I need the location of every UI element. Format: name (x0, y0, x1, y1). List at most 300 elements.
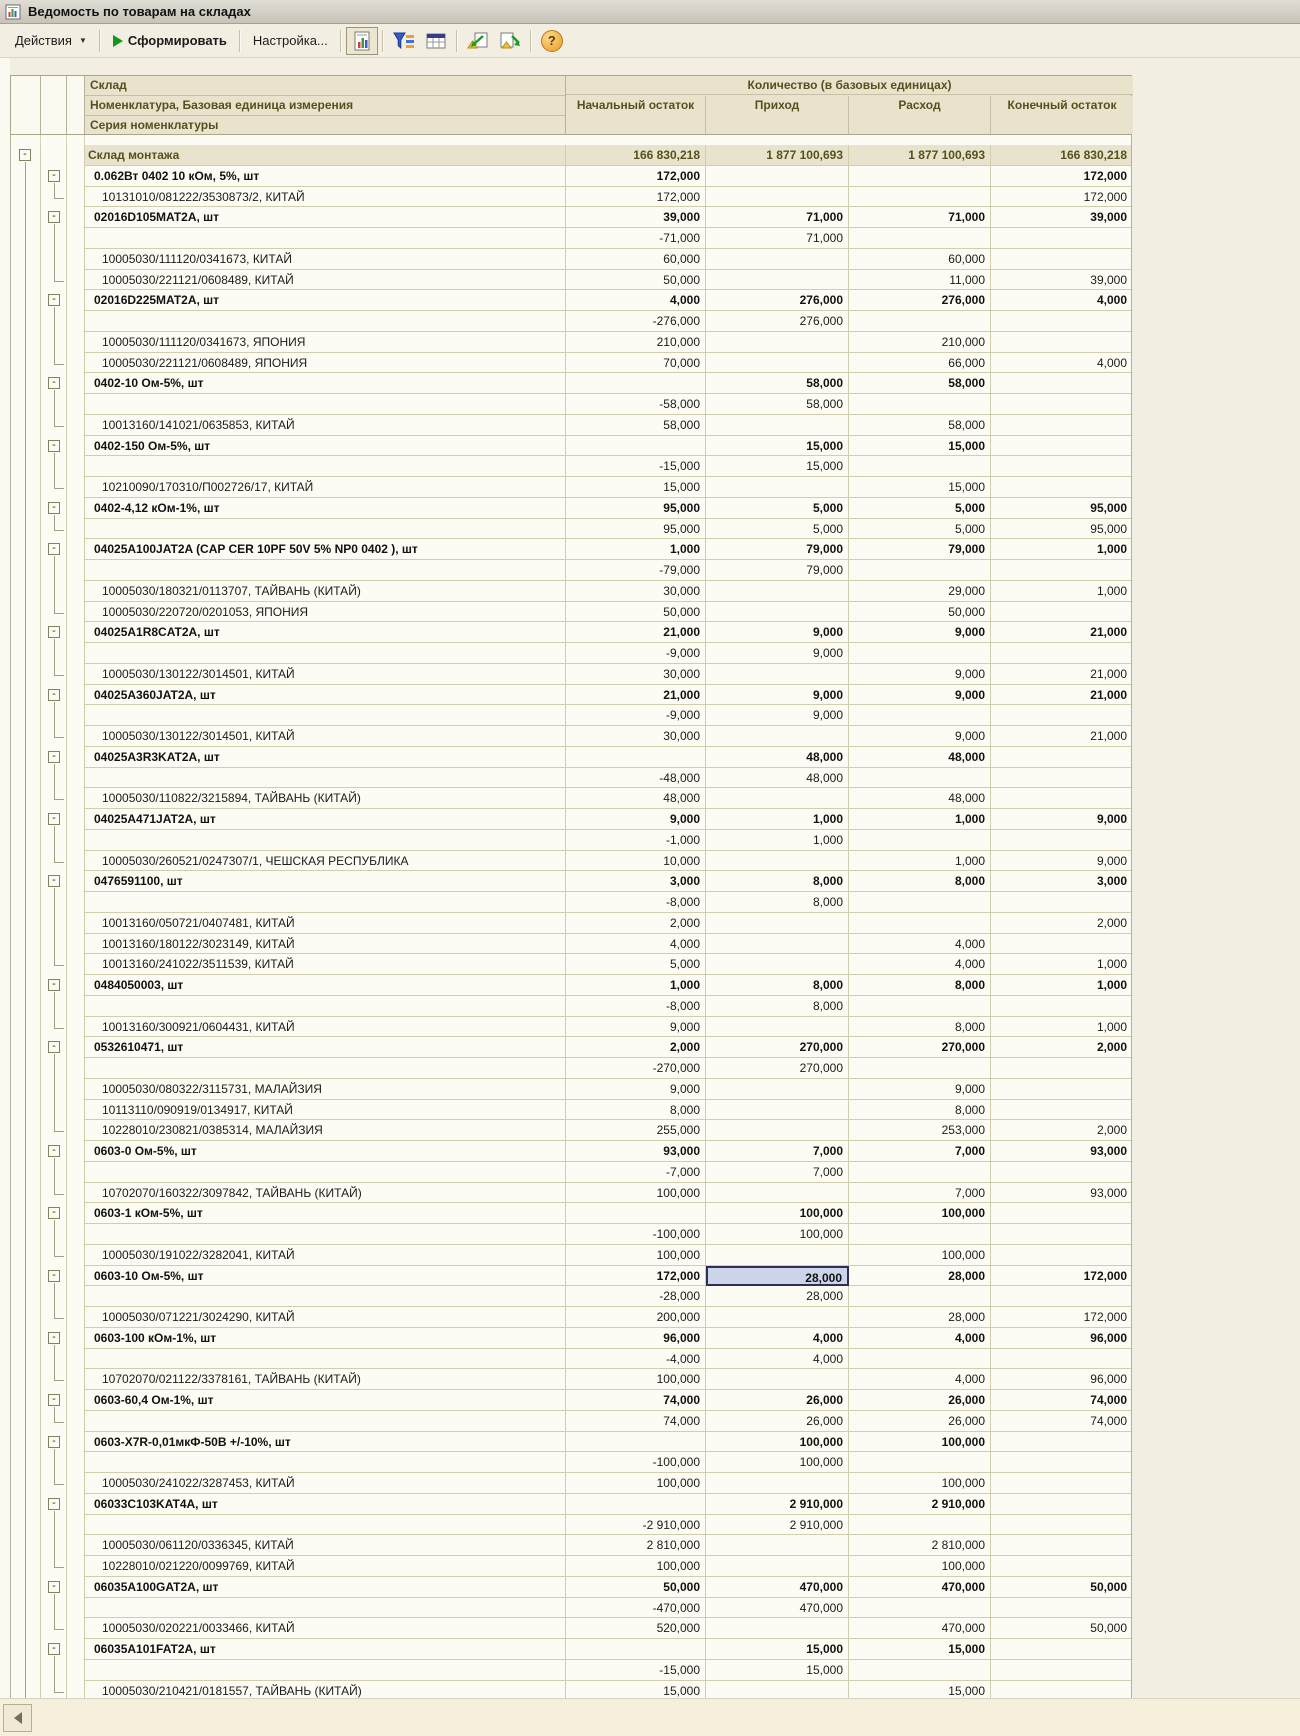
generate-button[interactable] (105, 29, 235, 52)
item-label-cell[interactable]: 10013160/300921/0604431, КИТАЙ (85, 1017, 566, 1038)
qty-cell[interactable] (991, 1473, 1132, 1494)
qty-cell[interactable]: 270,000 (849, 1037, 991, 1058)
qty-cell[interactable] (706, 1535, 849, 1556)
qty-cell[interactable]: 9,000 (849, 726, 991, 747)
qty-cell[interactable] (849, 560, 991, 581)
table-row[interactable] (11, 145, 1131, 166)
qty-cell[interactable]: 3,000 (991, 871, 1132, 892)
item-label-cell[interactable]: 0603-60,4 Ом-1%, шт (85, 1390, 566, 1411)
qty-cell[interactable]: -9,000 (566, 705, 706, 726)
qty-cell[interactable]: 270,000 (706, 1037, 849, 1058)
qty-cell[interactable] (849, 643, 991, 664)
qty-cell[interactable]: 253,000 (849, 1120, 991, 1141)
qty-cell[interactable] (706, 1120, 849, 1141)
qty-cell[interactable]: 100,000 (566, 1473, 706, 1494)
qty-cell[interactable] (706, 788, 849, 809)
qty-cell[interactable]: 1,000 (566, 539, 706, 560)
table-row[interactable] (11, 456, 1131, 477)
collapse-toggle[interactable]: - (48, 1581, 60, 1593)
qty-cell[interactable]: 4,000 (991, 290, 1132, 311)
item-label-cell[interactable] (85, 768, 566, 789)
qty-cell[interactable] (566, 373, 706, 394)
item-label-cell[interactable]: 0603-10 Ом-5%, шт (85, 1266, 566, 1287)
qty-cell[interactable]: 8,000 (706, 996, 849, 1017)
item-label-cell[interactable]: 10013160/141021/0635853, КИТАЙ (85, 415, 566, 436)
item-label-cell[interactable]: 0476591100, шт (85, 871, 566, 892)
table-row[interactable] (11, 228, 1131, 249)
qty-cell[interactable]: 8,000 (849, 1017, 991, 1038)
item-label-cell[interactable] (85, 1411, 566, 1432)
item-label-cell[interactable]: 10210090/170310/П002726/17, КИТАЙ (85, 477, 566, 498)
qty-cell[interactable] (991, 892, 1132, 913)
qty-cell[interactable]: 10,000 (566, 851, 706, 872)
qty-cell[interactable] (991, 705, 1132, 726)
item-label-cell[interactable]: 10013160/050721/0407481, КИТАЙ (85, 913, 566, 934)
qty-cell[interactable] (706, 581, 849, 602)
qty-cell[interactable] (849, 1058, 991, 1079)
qty-cell[interactable]: 5,000 (566, 954, 706, 975)
qty-cell[interactable]: 93,000 (566, 1141, 706, 1162)
item-label-cell[interactable]: 10013160/180122/3023149, КИТАЙ (85, 934, 566, 955)
qty-cell[interactable]: 29,000 (849, 581, 991, 602)
actions-menu-button[interactable] (7, 29, 95, 52)
item-label-cell[interactable] (85, 1058, 566, 1079)
qty-cell[interactable]: 8,000 (706, 871, 849, 892)
qty-cell[interactable]: 2 810,000 (849, 1535, 991, 1556)
table-row[interactable] (11, 290, 1131, 311)
qty-cell[interactable] (991, 996, 1132, 1017)
qty-cell[interactable]: 100,000 (706, 1224, 849, 1245)
qty-cell[interactable]: 71,000 (706, 207, 849, 228)
qty-cell[interactable]: 9,000 (991, 851, 1132, 872)
table-row[interactable] (11, 1473, 1131, 1494)
item-label-cell[interactable]: 0532610471, шт (85, 1037, 566, 1058)
item-label-cell[interactable] (85, 1349, 566, 1370)
qty-cell[interactable]: 58,000 (849, 415, 991, 436)
table-row[interactable] (11, 1266, 1131, 1287)
qty-cell[interactable]: -4,000 (566, 1349, 706, 1370)
qty-cell[interactable]: 58,000 (706, 373, 849, 394)
qty-cell[interactable]: 172,000 (991, 1307, 1132, 1328)
qty-cell[interactable]: 4,000 (849, 934, 991, 955)
qty-cell[interactable] (849, 166, 991, 187)
qty-cell[interactable]: 15,000 (849, 477, 991, 498)
qty-cell[interactable] (706, 602, 849, 623)
qty-cell[interactable]: -58,000 (566, 394, 706, 415)
item-label-cell[interactable]: 06035A100GAT2A, шт (85, 1577, 566, 1598)
qty-cell[interactable]: 5,000 (706, 498, 849, 519)
qty-cell[interactable]: 255,000 (566, 1120, 706, 1141)
qty-cell[interactable]: 79,000 (706, 539, 849, 560)
item-label-cell[interactable]: 0603-0 Ом-5%, шт (85, 1141, 566, 1162)
qty-cell[interactable]: 172,000 (991, 1266, 1132, 1287)
collapse-toggle[interactable]: - (48, 1394, 60, 1406)
qty-cell[interactable]: 1,000 (991, 954, 1132, 975)
qty-cell[interactable]: 48,000 (706, 747, 849, 768)
qty-cell[interactable] (706, 1100, 849, 1121)
qty-cell[interactable]: 470,000 (706, 1598, 849, 1619)
qty-cell[interactable] (849, 1349, 991, 1370)
qty-cell[interactable]: 200,000 (566, 1307, 706, 1328)
qty-cell[interactable]: 4,000 (566, 290, 706, 311)
qty-cell[interactable] (849, 394, 991, 415)
qty-cell[interactable]: 95,000 (991, 498, 1132, 519)
qty-cell[interactable]: 1 877 100,693 (706, 145, 849, 166)
table-row[interactable] (11, 1162, 1131, 1183)
table-row[interactable] (11, 394, 1131, 415)
qty-cell[interactable] (706, 664, 849, 685)
qty-cell[interactable]: 28,000 (706, 1286, 849, 1307)
qty-cell[interactable] (849, 1286, 991, 1307)
qty-cell[interactable]: 2,000 (566, 1037, 706, 1058)
table-row[interactable] (11, 311, 1131, 332)
item-label-cell[interactable]: 0402-4,12 кОм-1%, шт (85, 498, 566, 519)
item-label-cell[interactable]: 10005030/130122/3014501, КИТАЙ (85, 664, 566, 685)
qty-cell[interactable]: 270,000 (706, 1058, 849, 1079)
table-row[interactable] (11, 498, 1131, 519)
table-row[interactable] (11, 1141, 1131, 1162)
table-row[interactable] (11, 768, 1131, 789)
settings-button[interactable] (245, 29, 336, 52)
table-row[interactable] (11, 996, 1131, 1017)
item-label-cell[interactable]: 10005030/080322/3115731, МАЛАЙЗИЯ (85, 1079, 566, 1100)
qty-cell[interactable]: 172,000 (566, 166, 706, 187)
qty-cell[interactable]: -48,000 (566, 768, 706, 789)
qty-cell[interactable] (706, 1079, 849, 1100)
qty-cell[interactable]: 1,000 (991, 975, 1132, 996)
qty-cell[interactable] (991, 477, 1132, 498)
qty-cell[interactable]: 15,000 (566, 1681, 706, 1702)
qty-cell[interactable]: 39,000 (991, 207, 1132, 228)
item-label-cell[interactable]: 02016D105MAT2A, шт (85, 207, 566, 228)
item-label-cell[interactable]: 10005030/241022/3287453, КИТАЙ (85, 1473, 566, 1494)
collapse-toggle[interactable]: - (48, 170, 60, 182)
qty-cell[interactable]: 26,000 (849, 1390, 991, 1411)
qty-cell[interactable]: 172,000 (566, 187, 706, 208)
qty-cell[interactable]: 4,000 (706, 1328, 849, 1349)
qty-cell[interactable]: 58,000 (566, 415, 706, 436)
qty-cell[interactable]: 1 877 100,693 (849, 145, 991, 166)
table-row[interactable] (11, 270, 1131, 291)
qty-cell[interactable]: 95,000 (991, 519, 1132, 540)
table-row[interactable] (11, 1452, 1131, 1473)
load-settings-button[interactable] (462, 27, 494, 55)
qty-cell[interactable] (849, 228, 991, 249)
collapse-toggle[interactable]: - (48, 543, 60, 555)
qty-cell[interactable]: -15,000 (566, 456, 706, 477)
table-row[interactable] (11, 1245, 1131, 1266)
qty-cell[interactable] (849, 996, 991, 1017)
item-label-cell[interactable]: 10013160/241022/3511539, КИТАЙ (85, 954, 566, 975)
qty-cell[interactable]: 95,000 (566, 519, 706, 540)
qty-cell[interactable] (991, 1452, 1132, 1473)
qty-cell[interactable]: 470,000 (706, 1577, 849, 1598)
item-label-cell[interactable] (85, 1286, 566, 1307)
qty-cell[interactable]: -28,000 (566, 1286, 706, 1307)
qty-cell[interactable] (849, 1515, 991, 1536)
table-row[interactable] (11, 913, 1131, 934)
item-label-cell[interactable] (85, 1515, 566, 1536)
column-header-rashod[interactable]: Расход (849, 96, 991, 134)
qty-cell[interactable]: 470,000 (849, 1618, 991, 1639)
qty-cell[interactable]: 1,000 (706, 809, 849, 830)
table-row[interactable] (11, 622, 1131, 643)
item-label-cell[interactable] (85, 228, 566, 249)
qty-cell[interactable]: 172,000 (991, 166, 1132, 187)
item-label-cell[interactable]: 0.062Вт 0402 10 кОм, 5%, шт (85, 166, 566, 187)
table-row[interactable] (11, 1515, 1131, 1536)
qty-cell[interactable]: 26,000 (706, 1411, 849, 1432)
table-row[interactable] (11, 1598, 1131, 1619)
table-row[interactable] (11, 1183, 1131, 1204)
qty-cell[interactable] (991, 768, 1132, 789)
table-row[interactable] (11, 519, 1131, 540)
qty-cell[interactable] (991, 1245, 1132, 1266)
qty-cell[interactable]: 1,000 (849, 851, 991, 872)
table-row[interactable] (11, 1037, 1131, 1058)
item-label-cell[interactable] (85, 892, 566, 913)
qty-cell[interactable]: 50,000 (566, 602, 706, 623)
qty-cell[interactable] (991, 1100, 1132, 1121)
scroll-left-button[interactable] (3, 1704, 32, 1732)
qty-cell[interactable]: 9,000 (706, 643, 849, 664)
qty-cell[interactable]: 50,000 (566, 270, 706, 291)
table-row[interactable] (11, 1577, 1131, 1598)
qty-cell[interactable] (566, 747, 706, 768)
collapse-toggle[interactable]: - (19, 149, 31, 161)
table-row[interactable] (11, 477, 1131, 498)
qty-cell[interactable] (706, 1245, 849, 1266)
table-row[interactable] (11, 187, 1131, 208)
item-label-cell[interactable]: 10005030/110822/3215894, ТАЙВАНЬ (КИТАЙ) (85, 788, 566, 809)
qty-cell[interactable]: 172,000 (991, 187, 1132, 208)
qty-cell[interactable] (849, 311, 991, 332)
qty-cell[interactable]: 96,000 (566, 1328, 706, 1349)
item-label-cell[interactable] (85, 1224, 566, 1245)
qty-cell[interactable]: 100,000 (849, 1473, 991, 1494)
qty-cell[interactable] (706, 1017, 849, 1038)
item-label-cell[interactable] (85, 1660, 566, 1681)
qty-cell[interactable]: 8,000 (706, 892, 849, 913)
qty-cell[interactable] (991, 788, 1132, 809)
item-label-cell[interactable]: 04025A471JAT2A, шт (85, 809, 566, 830)
qty-cell[interactable]: 8,000 (706, 975, 849, 996)
qty-cell[interactable]: 9,000 (706, 622, 849, 643)
qty-cell[interactable]: 95,000 (566, 498, 706, 519)
qty-cell[interactable]: 21,000 (991, 664, 1132, 685)
qty-cell[interactable]: 48,000 (849, 788, 991, 809)
item-label-cell[interactable]: 06035A101FAT2A, шт (85, 1639, 566, 1660)
qty-cell[interactable]: 39,000 (991, 270, 1132, 291)
item-label-cell[interactable]: 02016D225MAT2A, шт (85, 290, 566, 311)
item-label-cell[interactable]: 10005030/180321/0113707, ТАЙВАНЬ (КИТАЙ) (85, 581, 566, 602)
qty-cell[interactable]: 74,000 (991, 1390, 1132, 1411)
qty-cell[interactable] (706, 415, 849, 436)
qty-cell[interactable]: 26,000 (706, 1390, 849, 1411)
qty-cell[interactable]: 4,000 (991, 353, 1132, 374)
table-row[interactable] (11, 1390, 1131, 1411)
qty-cell[interactable]: 276,000 (849, 290, 991, 311)
qty-cell[interactable]: 50,000 (991, 1577, 1132, 1598)
qty-cell[interactable]: 15,000 (566, 477, 706, 498)
qty-cell[interactable] (991, 415, 1132, 436)
item-label-cell[interactable] (85, 830, 566, 851)
table-row[interactable] (11, 166, 1131, 187)
qty-cell[interactable]: 30,000 (566, 664, 706, 685)
qty-cell[interactable]: 1,000 (991, 539, 1132, 560)
collapse-toggle[interactable]: - (48, 1436, 60, 1448)
table-row[interactable] (11, 353, 1131, 374)
item-label-cell[interactable]: 10005030/061120/0336345, КИТАЙ (85, 1535, 566, 1556)
qty-cell[interactable] (566, 1494, 706, 1515)
qty-cell[interactable]: 166 830,218 (991, 145, 1132, 166)
qty-cell[interactable]: 2 810,000 (566, 1535, 706, 1556)
qty-cell[interactable]: 8,000 (566, 1100, 706, 1121)
table-row[interactable] (11, 809, 1131, 830)
qty-cell[interactable]: 71,000 (706, 228, 849, 249)
qty-cell[interactable]: 166 830,218 (566, 145, 706, 166)
qty-cell[interactable] (991, 1079, 1132, 1100)
qty-cell[interactable]: 2 910,000 (706, 1515, 849, 1536)
table-row[interactable] (11, 1618, 1131, 1639)
table-row[interactable] (11, 705, 1131, 726)
qty-cell[interactable] (706, 726, 849, 747)
qty-cell[interactable]: -15,000 (566, 1660, 706, 1681)
qty-cell[interactable]: 470,000 (849, 1577, 991, 1598)
table-row[interactable] (11, 249, 1131, 270)
qty-cell[interactable]: 5,000 (849, 498, 991, 519)
table-row[interactable] (11, 373, 1131, 394)
qty-cell[interactable] (991, 934, 1132, 955)
table-row[interactable] (11, 1349, 1131, 1370)
qty-cell[interactable] (991, 394, 1132, 415)
qty-cell[interactable] (706, 1369, 849, 1390)
qty-cell[interactable] (566, 436, 706, 457)
qty-cell[interactable]: 93,000 (991, 1183, 1132, 1204)
qty-cell[interactable]: 1,000 (849, 809, 991, 830)
item-label-cell[interactable]: 10113110/090919/0134917, КИТАЙ (85, 1100, 566, 1121)
qty-cell[interactable]: 100,000 (566, 1556, 706, 1577)
qty-cell[interactable] (991, 1515, 1132, 1536)
qty-cell[interactable]: 28,000 (849, 1307, 991, 1328)
qty-cell[interactable]: 276,000 (706, 290, 849, 311)
qty-cell[interactable]: 28,000 (849, 1266, 991, 1287)
qty-cell[interactable]: 60,000 (566, 249, 706, 270)
column-header-konechny[interactable]: Конечный остаток (991, 96, 1133, 134)
table-row[interactable] (11, 1307, 1131, 1328)
qty-cell[interactable]: 4,000 (566, 934, 706, 955)
qty-cell[interactable]: 9,000 (991, 809, 1132, 830)
table-row[interactable] (11, 726, 1131, 747)
qty-cell[interactable] (706, 166, 849, 187)
qty-cell[interactable]: 8,000 (849, 975, 991, 996)
qty-cell[interactable]: 15,000 (849, 436, 991, 457)
item-label-cell[interactable]: 06033C103KAT4A, шт (85, 1494, 566, 1515)
qty-cell[interactable] (706, 1618, 849, 1639)
item-label-cell[interactable]: 10005030/221121/0608489, КИТАЙ (85, 270, 566, 291)
qty-cell[interactable] (991, 332, 1132, 353)
qty-cell[interactable]: 60,000 (849, 249, 991, 270)
qty-cell[interactable] (849, 830, 991, 851)
qty-cell[interactable]: 28,000 (706, 1266, 849, 1287)
collapse-toggle[interactable]: - (48, 626, 60, 638)
item-label-cell[interactable] (85, 394, 566, 415)
table-row[interactable] (11, 747, 1131, 768)
qty-cell[interactable]: 21,000 (991, 726, 1132, 747)
qty-cell[interactable] (706, 187, 849, 208)
item-label-cell[interactable] (85, 456, 566, 477)
table-row[interactable] (11, 1639, 1131, 1660)
qty-cell[interactable]: 2,000 (566, 913, 706, 934)
qty-cell[interactable]: 58,000 (706, 394, 849, 415)
qty-cell[interactable]: 8,000 (849, 1100, 991, 1121)
qty-cell[interactable] (991, 643, 1132, 664)
table-row[interactable] (11, 581, 1131, 602)
table-row[interactable] (11, 934, 1131, 955)
qty-cell[interactable]: 50,000 (849, 602, 991, 623)
qty-cell[interactable]: 11,000 (849, 270, 991, 291)
item-label-cell[interactable] (85, 519, 566, 540)
qty-cell[interactable] (849, 705, 991, 726)
qty-cell[interactable]: 48,000 (706, 768, 849, 789)
save-settings-button[interactable] (494, 27, 526, 55)
collapse-toggle[interactable]: - (48, 1270, 60, 1282)
qty-cell[interactable]: 21,000 (991, 685, 1132, 706)
qty-cell[interactable]: 2 910,000 (706, 1494, 849, 1515)
item-label-cell[interactable] (85, 643, 566, 664)
qty-cell[interactable]: 15,000 (849, 1639, 991, 1660)
table-row[interactable] (11, 892, 1131, 913)
qty-cell[interactable] (706, 1183, 849, 1204)
qty-cell[interactable] (849, 456, 991, 477)
column-header-nachalny[interactable]: Начальный остаток (566, 96, 706, 134)
table-row[interactable] (11, 1411, 1131, 1432)
qty-cell[interactable]: 15,000 (706, 456, 849, 477)
qty-cell[interactable] (706, 477, 849, 498)
table-row[interactable] (11, 1432, 1131, 1453)
table-row[interactable] (11, 1494, 1131, 1515)
item-label-cell[interactable]: 10702070/021122/3378161, ТАЙВАНЬ (КИТАЙ) (85, 1369, 566, 1390)
qty-cell[interactable]: 74,000 (991, 1411, 1132, 1432)
qty-cell[interactable] (706, 954, 849, 975)
item-label-cell[interactable]: 10005030/260521/0247307/1, ЧЕШСКАЯ РЕСПУБЛИКА (85, 851, 566, 872)
qty-cell[interactable] (991, 602, 1132, 623)
qty-cell[interactable]: 79,000 (706, 560, 849, 581)
qty-cell[interactable] (991, 249, 1132, 270)
qty-cell[interactable] (849, 913, 991, 934)
qty-cell[interactable]: 100,000 (706, 1203, 849, 1224)
collapse-toggle[interactable]: - (48, 875, 60, 887)
qty-cell[interactable]: -1,000 (566, 830, 706, 851)
qty-cell[interactable]: 9,000 (849, 685, 991, 706)
table-row[interactable] (11, 1203, 1131, 1224)
table-row[interactable] (11, 1660, 1131, 1681)
qty-cell[interactable]: -276,000 (566, 311, 706, 332)
qty-cell[interactable]: 2,000 (991, 913, 1132, 934)
qty-cell[interactable]: 1,000 (706, 830, 849, 851)
qty-cell[interactable] (849, 187, 991, 208)
table-row[interactable] (11, 560, 1131, 581)
collapse-toggle[interactable]: - (48, 1207, 60, 1219)
item-label-cell[interactable]: 10005030/071221/3024290, КИТАЙ (85, 1307, 566, 1328)
column-header-prihod[interactable]: Приход (706, 96, 849, 134)
qty-cell[interactable]: -8,000 (566, 996, 706, 1017)
qty-cell[interactable] (991, 1494, 1132, 1515)
qty-cell[interactable]: 21,000 (991, 622, 1132, 643)
qty-cell[interactable]: 100,000 (566, 1183, 706, 1204)
qty-cell[interactable] (566, 1203, 706, 1224)
qty-cell[interactable] (849, 1598, 991, 1619)
